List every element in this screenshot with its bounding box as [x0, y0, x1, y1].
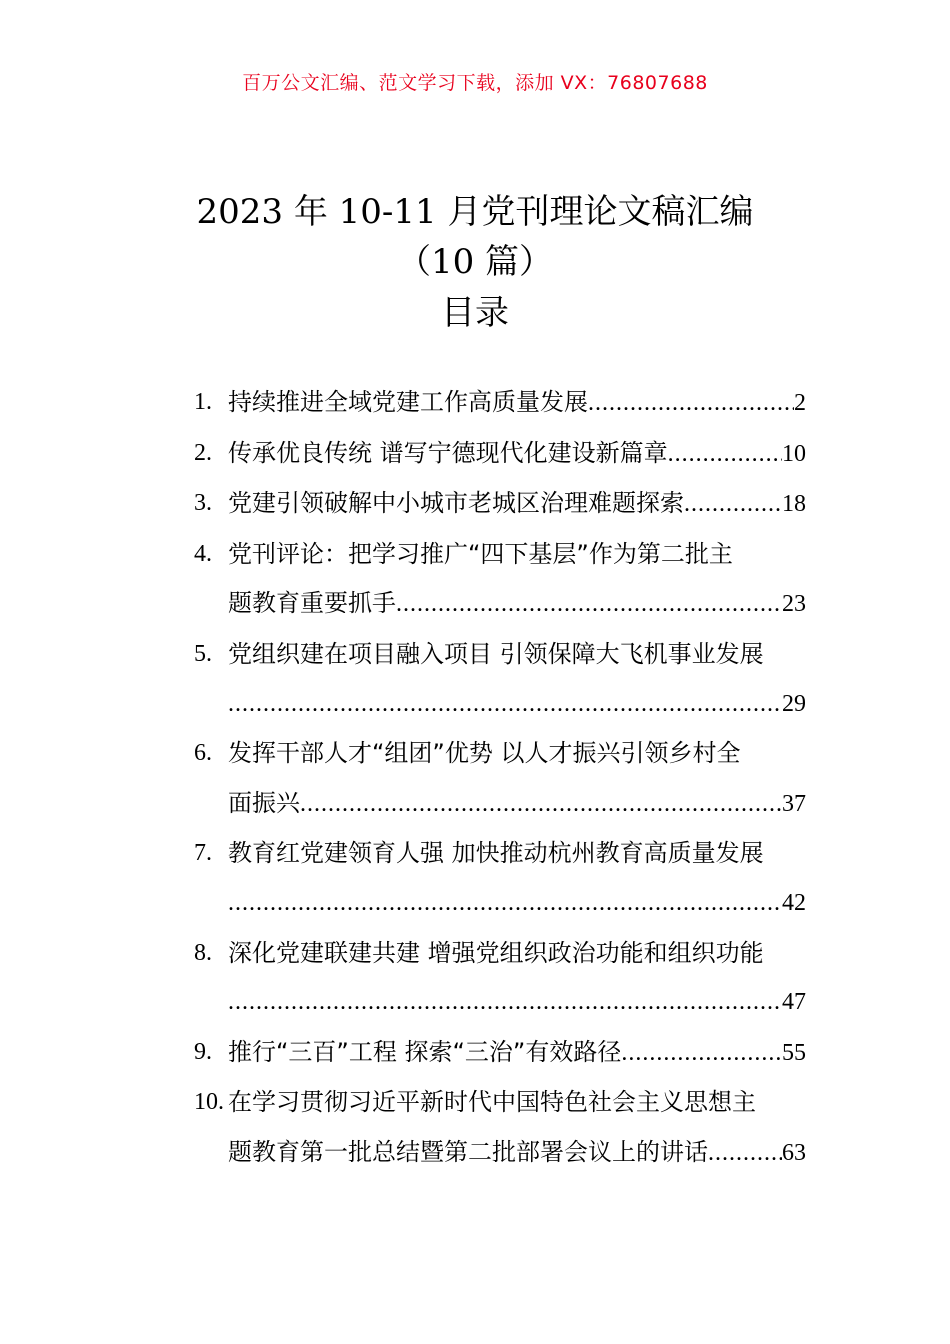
toc-page-number: 47 — [782, 989, 806, 1016]
toc-leader-dots — [228, 879, 782, 929]
toc-page-number: 37 — [782, 790, 806, 817]
toc-leader-dots — [708, 1129, 782, 1179]
toc-heading: 目录 — [441, 293, 509, 333]
toc-item-number: 8. — [194, 939, 212, 966]
toc-leader-dots — [668, 430, 782, 480]
document-title: 2023 年 10-11 月党刊理论文稿汇编 — [196, 192, 754, 232]
toc-item-number: 2. — [194, 439, 212, 466]
toc-item[interactable] — [194, 1078, 806, 1178]
toc-leader-dots — [588, 379, 794, 429]
toc-leader-dots — [396, 580, 782, 630]
toc-item-number: 10. — [194, 1089, 224, 1116]
toc-page-number: 23 — [782, 591, 806, 618]
toc-page-number: 29 — [782, 690, 806, 717]
toc-item-title: 持续推进全域党建工作高质量发展 — [228, 388, 588, 416]
toc-page-number: 42 — [782, 889, 806, 916]
toc-leader-dots — [228, 978, 782, 1028]
toc-item-title: 党建引领破解中小城市老城区治理难题探索 — [228, 489, 684, 518]
toc-item[interactable] — [194, 829, 806, 928]
toc-item[interactable] — [194, 729, 806, 829]
document-subtitle: （10 篇） — [396, 242, 554, 282]
toc-leader-dots — [621, 1029, 782, 1079]
toc-item[interactable] — [194, 630, 806, 729]
toc-item-title: 传承优良传统 谱写宁德现代化建设新篇章 — [228, 438, 668, 467]
toc-item[interactable] — [194, 929, 806, 1028]
toc-item-number: 4. — [194, 540, 212, 567]
toc-item-title: 题教育重要抓手 — [228, 589, 396, 618]
toc-item-number: 5. — [194, 640, 212, 667]
toc-item-number: 1. — [194, 389, 212, 415]
toc-item-number: 7. — [194, 840, 212, 867]
toc-item[interactable] — [194, 479, 806, 530]
toc-item-title: 深化党建联建共建 增强党组织政治功能和组织功能 — [228, 938, 764, 967]
toc-item[interactable] — [194, 429, 806, 480]
toc-item-title: 面振兴 — [228, 788, 300, 817]
toc-item-number: 9. — [194, 1038, 212, 1065]
toc-item[interactable] — [194, 378, 806, 429]
table-of-contents — [194, 378, 806, 1179]
toc-page-number: 18 — [782, 491, 806, 518]
toc-item-title: 题教育第一批总结暨第二批部署会议上的讲话 — [228, 1137, 708, 1166]
toc-page-number: 55 — [782, 1039, 806, 1066]
header-note: 百万公文汇编、范文学习下载，添加 VX：76807688 — [242, 72, 708, 94]
toc-item-title: 教育红党建领育人强 加快推动杭州教育高质量发展 — [228, 839, 764, 868]
toc-item-number: 6. — [194, 740, 212, 767]
toc-item[interactable] — [194, 1028, 806, 1079]
toc-leader-dots — [300, 780, 782, 830]
toc-item-title: 在学习贯彻习近平新时代中国特色社会主义思想主 — [228, 1088, 756, 1117]
toc-item[interactable] — [194, 530, 806, 630]
toc-page-number: 10 — [782, 440, 806, 467]
toc-item-title: 发挥干部人才“组团”优势 以人才振兴引领乡村全 — [228, 739, 741, 768]
toc-page-number: 63 — [782, 1139, 806, 1166]
toc-leader-dots — [684, 480, 782, 530]
toc-item-number: 3. — [194, 490, 212, 517]
toc-page-number: 2 — [794, 390, 806, 416]
toc-item-title: 推行“三百”工程 探索“三治”有效路径 — [228, 1037, 622, 1066]
toc-item-title: 党组织建在项目融入项目 引领保障大飞机事业发展 — [228, 639, 764, 668]
toc-item-title: 党刊评论：把学习推广“四下基层”作为第二批主 — [228, 539, 733, 568]
toc-leader-dots — [228, 680, 782, 730]
